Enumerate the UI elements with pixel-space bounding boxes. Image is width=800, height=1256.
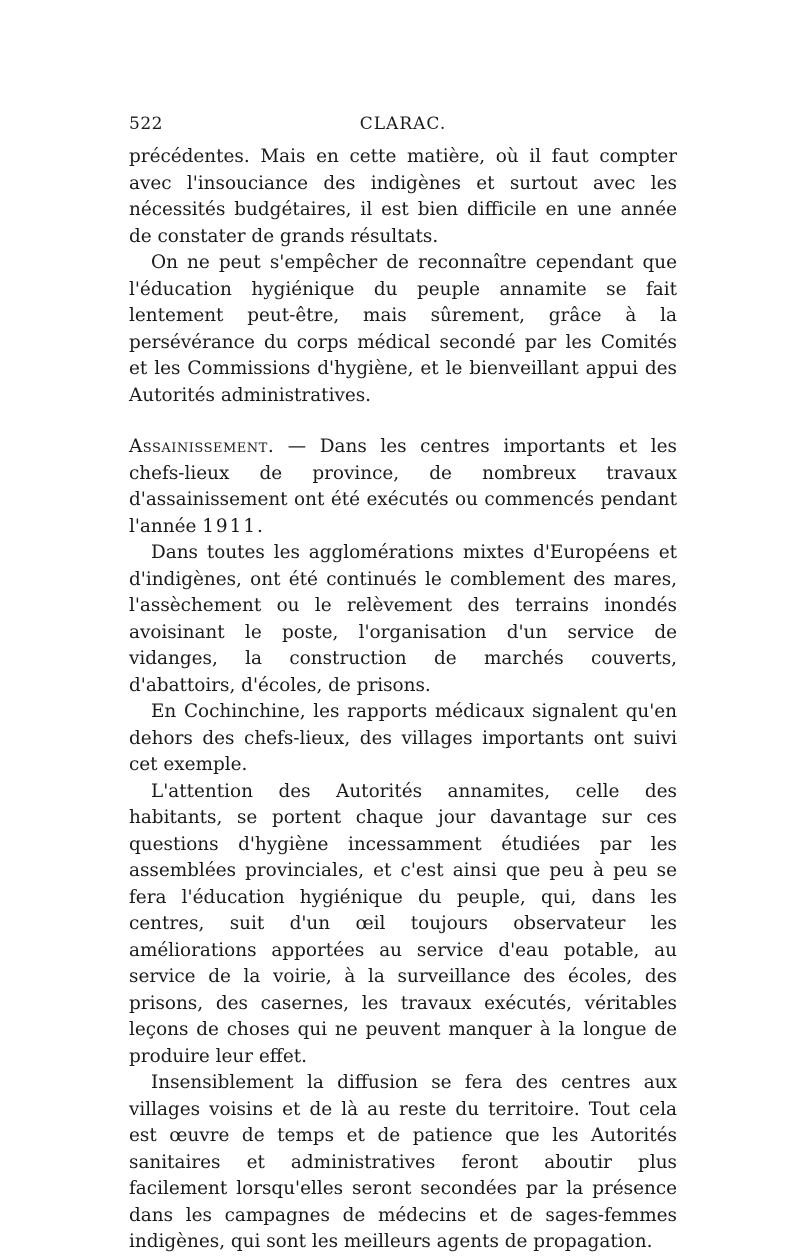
book-page <box>129 114 677 1256</box>
paragraph-continuation: précédentes. Mais en cette matière, où il faut compter avec l'insouciance des indigènes et surtout avec les nécessités budgétaires, il est bien difficile en une année de constater de grands résultats. <box>129 146 677 247</box>
paragraph-cochinchine: En Cochinchine, les rapports médicaux signalent qu'en dehors des chefs-lieux, des villages importants ont suivi cet exemple. <box>129 701 677 775</box>
paragraph-hygiene-education: On ne peut s'empêcher de reconnaître cependant que l'éducation hygiénique du peuple annamite se fait lentement peut-être, mais sûrement, grâce à la persévérance du corps médical secondé par les Comités et les Commissions d'hygiène, et le bienveillant appui des Autorités administratives. <box>129 252 677 406</box>
running-head <box>129 114 677 144</box>
paragraph-agglomerations: Dans toutes les agglomérations mixtes d'Européens et d'indigènes, ont été continués le comblement des mares, l'assèchement ou le relèvement des terrains inondés avoisinant le poste, l'organisation d'un service de vidanges, la construction de marchés couverts, d'abattoirs, d'écoles, de prisons. <box>129 542 677 696</box>
paragraph-diffusion: Insensiblement la diffusion se fera des centres aux villages voisins et de là au reste du territoire. Tout cela est œuvre de temps et de patience que les Autorités sanitaires et administratives feront aboutir plus facilement lorsqu'elles seront secondées par la présence dans les campagnes de médecins et de sages-femmes indigènes, qui sont les meilleurs agents de propagation. <box>129 1072 677 1252</box>
section-intro-end: . <box>257 515 263 537</box>
section-intro-text: — Dans les centres importants et les chefs-lieux de province, de nombreux travaux d'assainissement ont été exécutés ou commencés pendant l'année <box>129 436 677 537</box>
paragraph-attention: L'attention des Autorités annamites, celle des habitants, se portent chaque jour davantage sur ces questions d'hygiène incessamment étudiées par les assemblées provinciales, et c'est ainsi que peu à peu se fera l'éducation hygiénique du peuple, qui, dans les centres, suit d'un œil toujours observateur les améliorations apportées au service d'eau potable, au service de la voirie, à la surveillance des écoles, des prisons, des casernes, les travaux exécutés, véritables leçons de choses qui ne peuvent manquer à la longue de produire leur effet. <box>129 780 677 1067</box>
page-number: 522 <box>129 114 163 134</box>
section-year: 1911 <box>202 515 258 537</box>
paragraph-section-intro <box>129 434 677 540</box>
section-heading: Assainissement. <box>129 436 275 457</box>
running-title: CLARAC. <box>359 114 447 134</box>
